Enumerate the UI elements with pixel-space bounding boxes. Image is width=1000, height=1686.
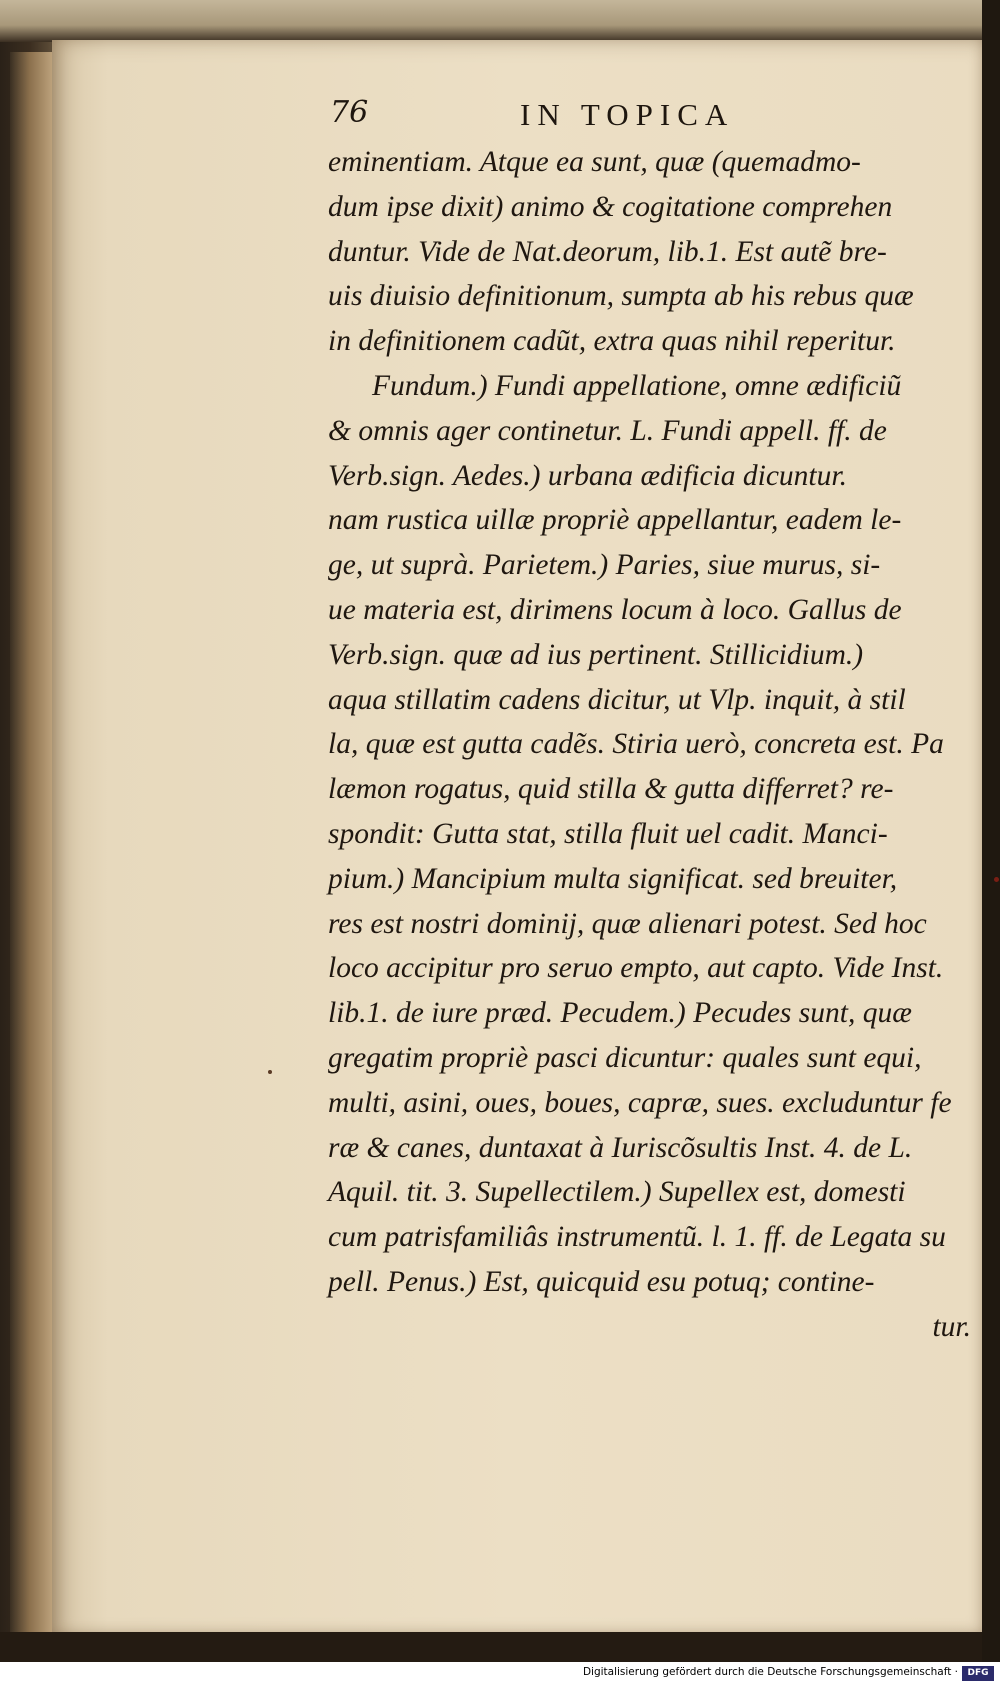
text-line: ræ & canes, duntaxat à Iuriscõsultis Inst. 4. de L.	[328, 1131, 913, 1164]
text-line: lib.1. de iure præd. Pecudem.) Pecudes sunt, quæ	[328, 997, 912, 1030]
bottom-edge	[0, 1632, 1000, 1662]
text-line: & omnis ager continetur. L. Fundi appell. ff. de	[328, 414, 887, 447]
text-line: uis diuisio definitionum, sumpta ab his rebus quæ	[328, 280, 914, 313]
body-text	[328, 140, 975, 1350]
text-line: Verb.sign. Aedes.) urbana ædificia dicuntur.	[328, 459, 847, 492]
text-line: læmon rogatus, quid stilla & gutta differret? re-	[328, 773, 894, 806]
text-line: loco accipitur pro seruo empto, aut capto. Vide Inst.	[328, 952, 944, 985]
right-edge	[982, 0, 1000, 1662]
page-header	[330, 95, 790, 135]
text-line: aqua stillatim cadens dicitur, ut Vlp. inquit, à stil	[328, 683, 906, 716]
text-line: Aquil. tit. 3. Supellectilem.) Supellex est, domesti	[328, 1176, 906, 1209]
text-line-catchword: tur.	[932, 1310, 971, 1343]
text-line: multi, asini, oues, boues, capræ, sues. excluduntur fe	[328, 1086, 952, 1119]
text-line: in definitionem cadũt, extra quas nihil reperitur.	[328, 325, 896, 358]
dfg-logo: DFG	[962, 1666, 994, 1681]
text-line: Fundum.) Fundi appellatione, omne ædificiũ	[372, 369, 902, 402]
text-line: pell. Penus.) Est, quicquid esu potuq; contine-	[328, 1265, 875, 1298]
margin-mark	[994, 877, 999, 882]
text-line: ue materia est, dirimens locum à loco. Gallus de	[328, 593, 902, 626]
text-line: duntur. Vide de Nat.deorum, lib.1. Est autẽ bre-	[328, 235, 887, 268]
text-line: cum patrisfamiliâs instrumentũ. l. 1. ff. de Legata su	[328, 1221, 946, 1254]
text-line: ge, ut suprà. Parietem.) Paries, siue murus, si-	[328, 549, 881, 582]
text-line: eminentiam. Atque ea sunt, quæ (quemadmo-	[328, 146, 861, 178]
text-line: pium.) Mancipium multa significat. sed breuiter,	[328, 862, 898, 895]
text-line: spondit: Gutta stat, stilla fluit uel cadit. Manci-	[328, 817, 888, 850]
text-line: res est nostri dominij, quæ alienari potest. Sed hoc	[328, 907, 927, 940]
margin-mark	[268, 1070, 272, 1074]
page-number: 76	[330, 95, 369, 130]
text-line: gregatim propriè pasci dicuntur: quales sunt equi,	[328, 1041, 922, 1074]
running-head: IN TOPICA	[520, 97, 735, 132]
text-line: la, quæ est gutta cadẽs. Stiria uerò, concreta est. Pa	[328, 728, 944, 761]
text-line: dum ipse dixit) animo & cogitatione comprehen	[328, 190, 893, 223]
footer-credit: Digitalisierung gefördert durch die Deutsche Forschungsgemeinschaft ·	[582, 1666, 958, 1678]
footer	[0, 1662, 1000, 1686]
top-edge	[0, 0, 1000, 42]
text-line: nam rustica uillæ propriè appellantur, eadem le-	[328, 504, 902, 537]
text-line: Verb.sign. quæ ad ius pertinent. Stillicidium.)	[328, 638, 864, 671]
page-stack-edge	[10, 52, 58, 1632]
